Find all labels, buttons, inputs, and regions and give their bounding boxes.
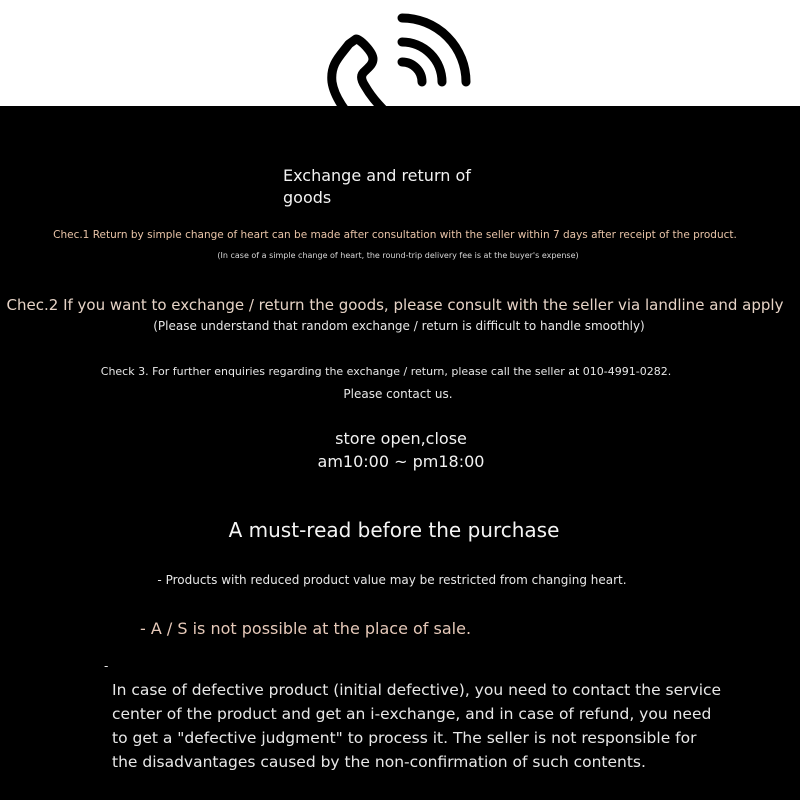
notice-title: A must-read before the purchase <box>228 518 560 542</box>
contact-text: Please contact us. <box>343 387 453 401</box>
store-hours-label: store open,close <box>335 429 467 448</box>
policy-chec2-note: (Please understand that random exchange / return is difficult to handle smoothly) <box>153 319 645 333</box>
notice-as: - A / S is not possible at the place of sale. <box>140 619 472 638</box>
notice-products: - Products with reduced product value may be restricted from changing heart. <box>157 573 627 587</box>
store-hours: am10:00 ~ pm18:00 <box>317 452 485 471</box>
policy-chec2: Chec.2 If you want to exchange / return the goods, please consult with the seller via landline and apply <box>6 296 784 314</box>
policy-check3: Check 3. For further enquiries regarding the exchange / return, please call the seller at 010-4991-0282. <box>100 365 672 378</box>
policy-chec1: Chec.1 Return by simple change of heart can be made after consultation with the seller within 7 days after receipt of the product. <box>53 229 737 241</box>
defective-line: In case of defective product (initial defective), you need to contact the service <box>112 681 722 699</box>
notice-defective <box>112 678 722 774</box>
notice-dash: - <box>104 659 109 673</box>
defective-line: center of the product and get an i-exchange, and in case of refund, you need <box>112 705 712 723</box>
policy-chec1-note: (In case of a simple change of heart, the round-trip delivery fee is at the buyer's expense) <box>217 251 579 260</box>
phone-ringing-icon <box>318 4 484 160</box>
defective-line: to get a "defective judgment" to process it. The seller is not responsible for <box>112 729 697 747</box>
section-title: Exchange and return of goods <box>283 166 471 207</box>
defective-line: the disadvantages caused by the non-confirmation of such contents. <box>112 753 646 771</box>
